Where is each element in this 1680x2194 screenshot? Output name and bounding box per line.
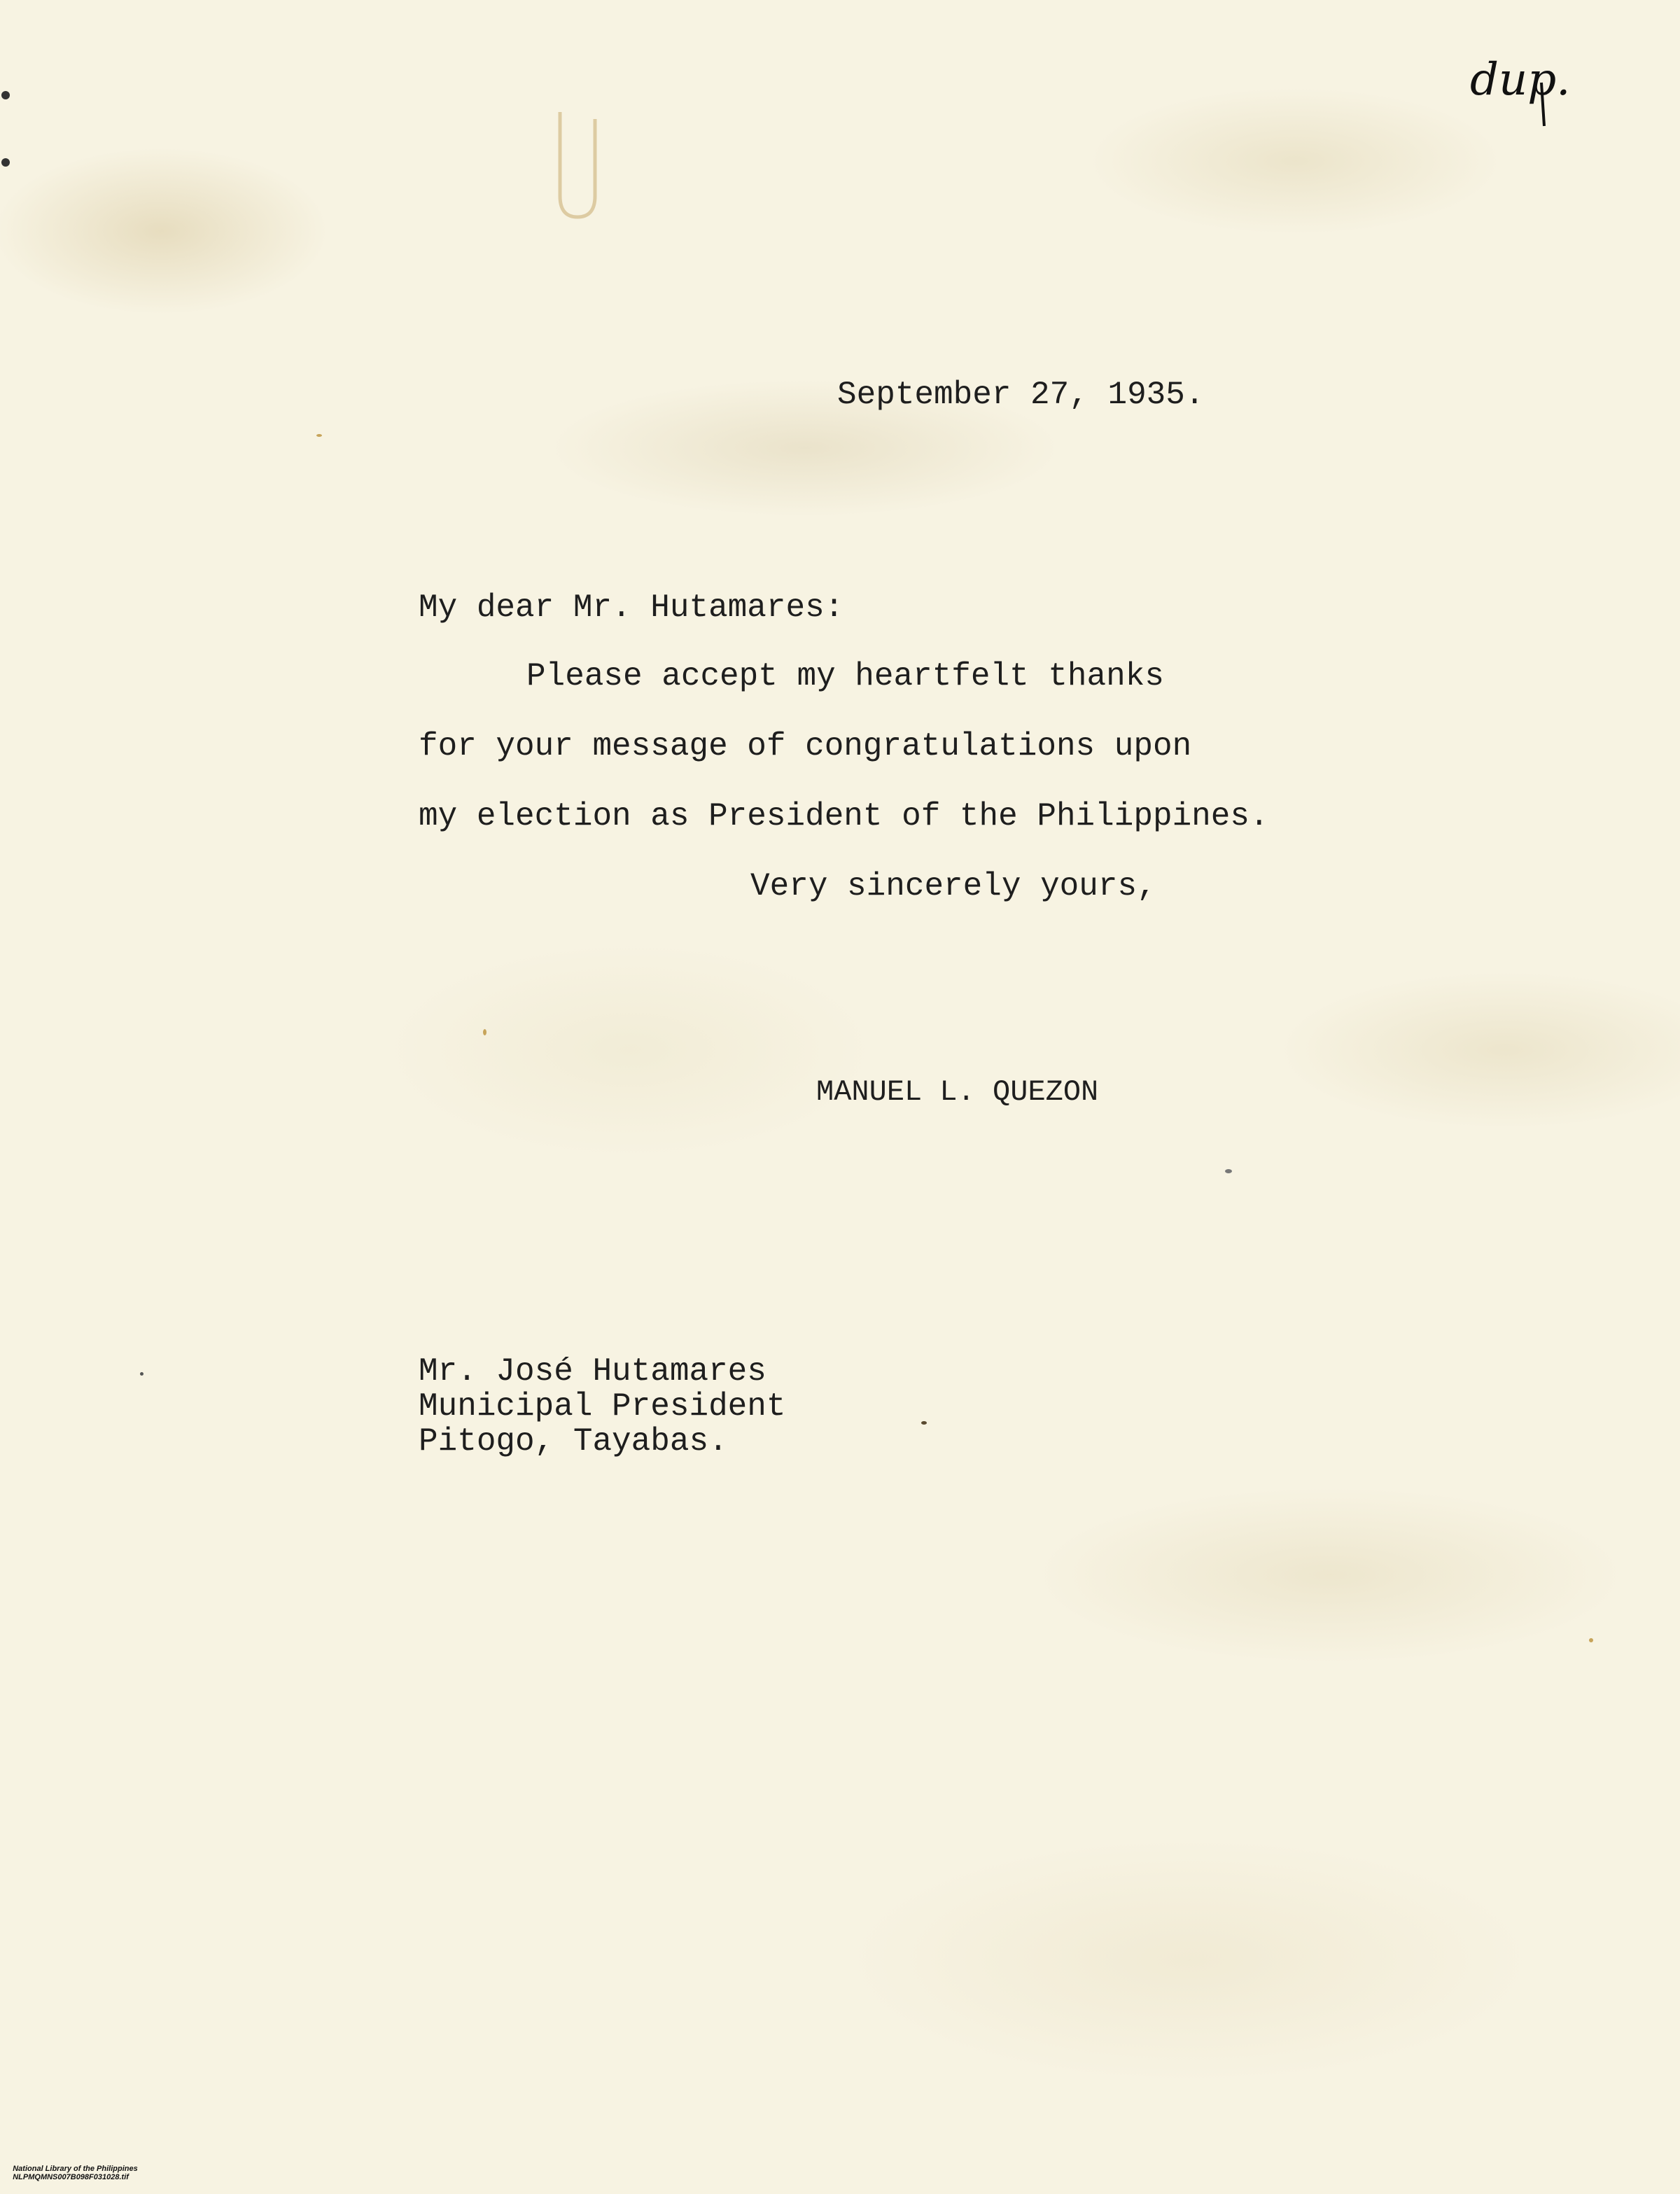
- archive-footer: [4, 2156, 159, 2190]
- letter-closing: Very sincerely yours,: [750, 868, 1156, 904]
- punch-hole-mark: [1, 91, 10, 99]
- paper-speck: [1225, 1169, 1232, 1173]
- letter-date: September 27, 1935.: [837, 377, 1205, 413]
- recipient-name: Mr. José Hutamares: [419, 1353, 766, 1390]
- footer-institution: National Library of the Philippines: [13, 2165, 138, 2173]
- letter-salutation: My dear Mr. Hutamares:: [419, 589, 844, 626]
- paper-speck: [316, 434, 322, 437]
- letter-body-line: my election as President of the Philippines.: [419, 798, 1269, 834]
- footer-file-id: NLPMQMNS007B098F031028.tif: [13, 2173, 129, 2181]
- svg-text:dup.: dup.: [1470, 54, 1571, 106]
- recipient-title: Municipal President: [419, 1388, 786, 1425]
- letter-signature: MANUEL L. QUEZON: [816, 1075, 1099, 1109]
- paper-speck: [1589, 1638, 1593, 1642]
- letter-body-line: for your message of congratulations upon: [419, 728, 1192, 764]
- paper-speck: [483, 1029, 486, 1035]
- paperclip-stain-icon: [546, 105, 609, 224]
- recipient-location: Pitogo, Tayabas.: [419, 1423, 728, 1460]
- paper-speck: [921, 1421, 927, 1425]
- letter-body-line: Please accept my heartfelt thanks: [526, 658, 1164, 694]
- paper-speck: [140, 1372, 144, 1376]
- punch-hole-mark: [1, 158, 10, 167]
- handwritten-note-dup: [1463, 42, 1603, 140]
